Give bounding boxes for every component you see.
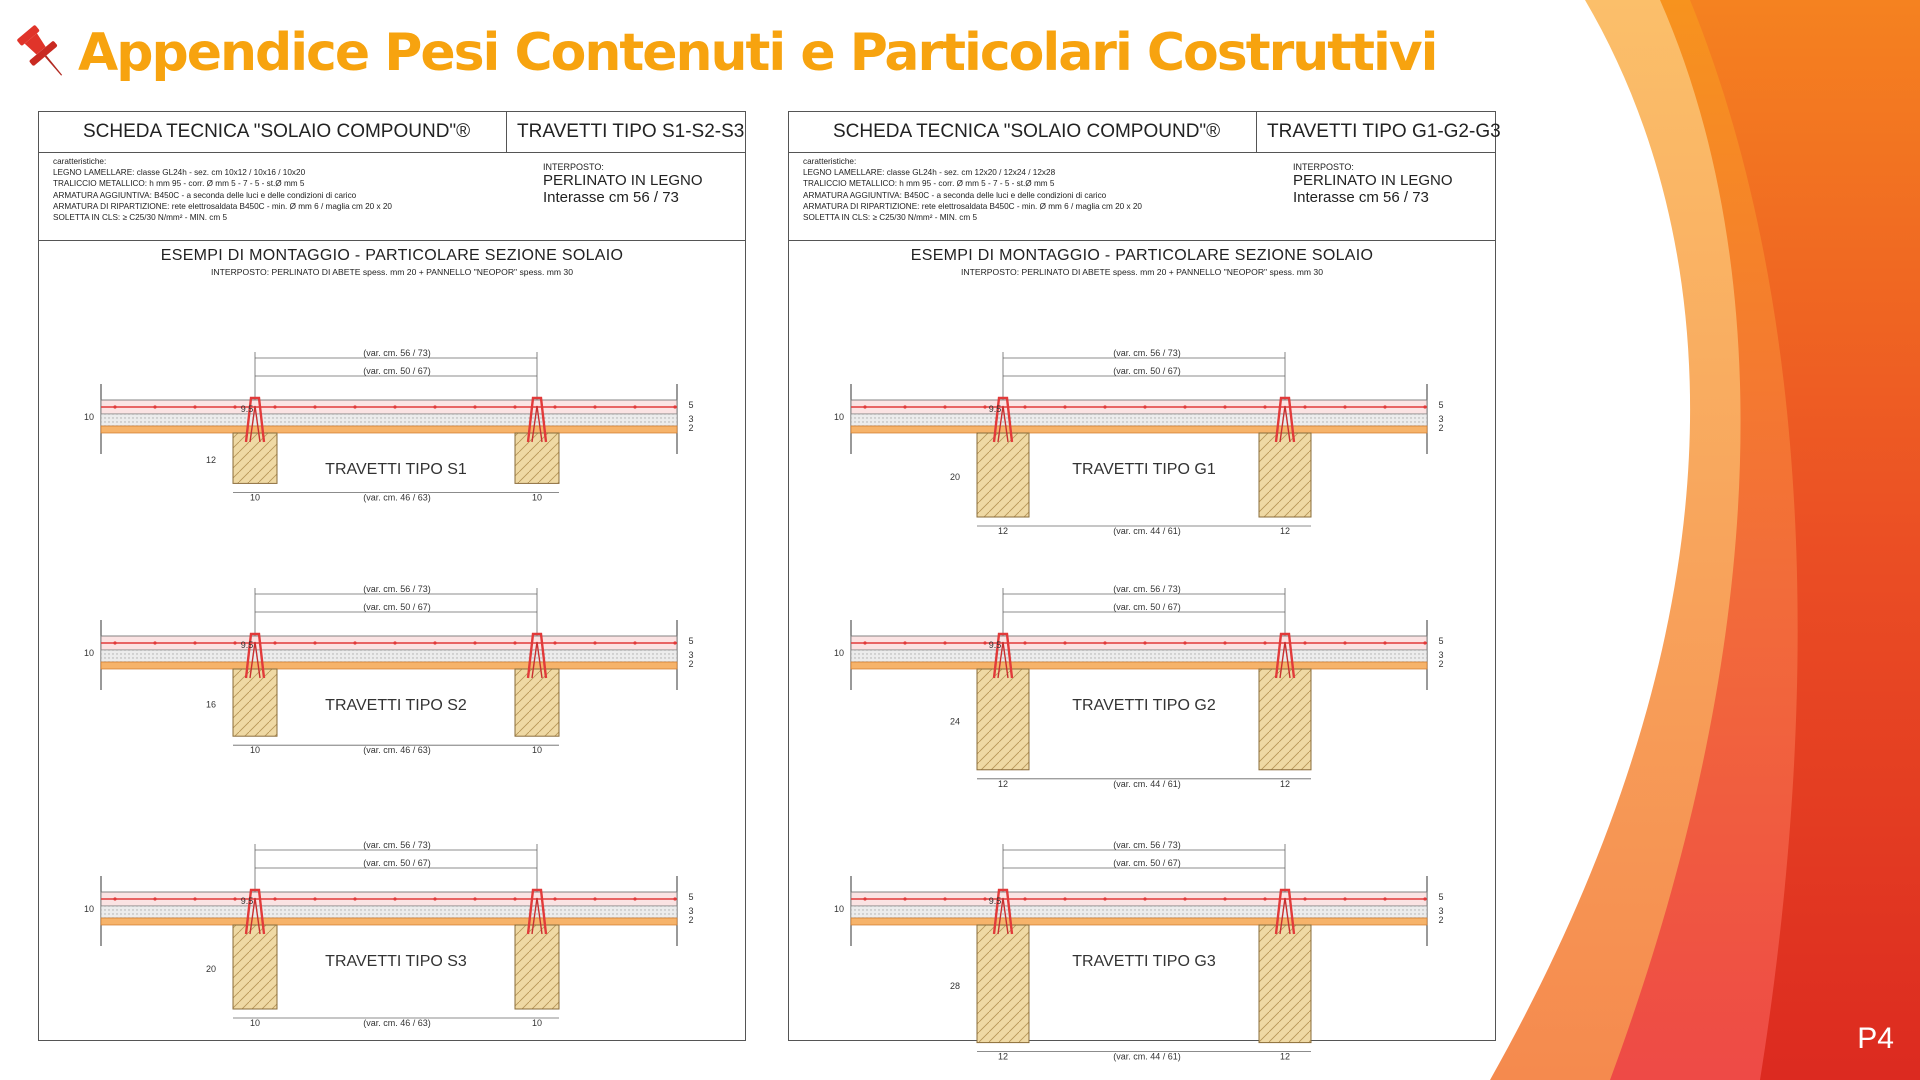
timber-planking (851, 426, 1427, 433)
rebar-dot (1063, 897, 1066, 900)
rebar-dot (1183, 641, 1186, 644)
rebar-dot (473, 897, 476, 900)
beam-width-label: 10 (531, 1018, 543, 1028)
rebar-dot (593, 641, 596, 644)
rebar-dot (233, 897, 236, 900)
spec-line: SOLETTA IN CLS: ≥ C25/30 N/mm² - MIN. cm 5 (803, 213, 978, 223)
span-bottom-dimension: (var. cm. 46 / 63) (363, 492, 431, 503)
interposto-block (543, 162, 703, 206)
span-top-dimension: (var. cm. 56 / 73) (1113, 584, 1181, 594)
span-clear-dimension: (var. cm. 50 / 67) (363, 602, 431, 612)
section-heading (789, 247, 1495, 277)
rebar-dot (943, 641, 946, 644)
rebar-dot (393, 641, 396, 644)
total-depth-label: 10 (833, 904, 845, 914)
rebar-dot (673, 405, 676, 408)
lattice-height-label: 9.5 (240, 404, 254, 414)
rebar-dot (1223, 897, 1226, 900)
beam-height-label: 12 (205, 455, 217, 466)
spec-line: TRALICCIO METALLICO: h mm 95 - corr. Ø mm 5 - 7 - 5 - st.Ø mm 5 (53, 179, 305, 189)
plank-depth-label: 2 (688, 423, 694, 433)
beam-height-label: 16 (205, 699, 217, 710)
neopor-panel (851, 650, 1427, 662)
total-depth-label: 10 (83, 648, 95, 658)
plank-depth-label: 2 (688, 915, 694, 925)
rebar-dot (233, 405, 236, 408)
section-detail-1 (84, 348, 694, 502)
rebar-dot (1383, 641, 1386, 644)
rebar-dot (113, 641, 116, 644)
rebar-dot (353, 641, 356, 644)
section-detail-3 (834, 840, 1444, 1062)
rebar-dot (393, 405, 396, 408)
rebar-dot (1143, 641, 1146, 644)
span-bottom-dimension: (var. cm. 46 / 63) (363, 745, 431, 756)
slab-depth-label: 5 (688, 892, 694, 902)
timber-planking (101, 426, 677, 433)
rebar-dot (633, 897, 636, 900)
sheet-title: SCHEDA TECNICA "SOLAIO COMPOUND"® (39, 112, 507, 152)
rebar-dot (1103, 641, 1106, 644)
rebar-dot (863, 641, 866, 644)
rebar-dot (1183, 897, 1186, 900)
rebar-dot (553, 897, 556, 900)
neopor-panel (101, 906, 677, 918)
beam-width-label: 12 (997, 526, 1009, 536)
section-detail-3 (84, 840, 694, 1028)
rebar-dot (1343, 897, 1346, 900)
rebar-dot (153, 405, 156, 408)
rebar-dot (473, 641, 476, 644)
neopor-panel (101, 650, 677, 662)
panel-depth-label: 3 (1438, 414, 1444, 424)
lattice-height-label: 9.5 (240, 640, 254, 650)
laminated-beam-2 (1259, 669, 1311, 770)
rebar-dot (593, 405, 596, 408)
section-detail-2 (834, 584, 1444, 789)
spec-line: ARMATURA AGGIUNTIVA: B450C - a seconda delle luci e delle condizioni di carico (53, 190, 357, 200)
interposto-block (1293, 162, 1453, 206)
laminated-beam-1 (977, 433, 1029, 517)
sheet-beam-types: TRAVETTI TIPO G1-G2-G3 (1267, 121, 1501, 142)
interposto-value: PERLINATO IN LEGNO (1293, 172, 1453, 189)
rebar-dot (1423, 897, 1426, 900)
sheet-beam-types: TRAVETTI TIPO S1-S2-S3 (517, 121, 745, 142)
span-top-dimension: (var. cm. 56 / 73) (363, 840, 431, 850)
laminated-beam-1 (233, 925, 277, 1009)
technical-sheet-s (38, 111, 746, 1041)
rebar-dot (983, 897, 986, 900)
page-title: Appendice Pesi Contenuti e Particolari Costruttivi (78, 23, 1437, 83)
sheet-header (789, 112, 1501, 153)
rebar-dot (1423, 405, 1426, 408)
span-clear-dimension: (var. cm. 50 / 67) (1113, 366, 1181, 376)
section-subtitle: INTERPOSTO: PERLINATO DI ABETE spess. mm 20 + PANNELLO "NEOPOR" spess. mm 30 (961, 267, 1323, 277)
slab-depth-label: 5 (1438, 892, 1444, 902)
rebar-dot (1303, 405, 1306, 408)
rebar-dot (903, 405, 906, 408)
panel-depth-label: 3 (688, 906, 694, 916)
sheet-header (39, 112, 745, 153)
laminated-beam-1 (977, 669, 1029, 770)
rebar-dot (983, 405, 986, 408)
laminated-beam-1 (233, 669, 277, 736)
lattice-height-label: 9.5 (988, 896, 1002, 906)
rebar-dot (393, 897, 396, 900)
timber-planking (101, 918, 677, 925)
beam-width-label: 10 (531, 492, 543, 503)
neopor-panel (851, 906, 1427, 918)
rebar-dot (1103, 897, 1106, 900)
spec-lines (803, 156, 1142, 223)
rebar-dot (433, 405, 436, 408)
spec-line: TRALICCIO METALLICO: h mm 95 - corr. Ø mm 5 - 7 - 5 - st.Ø mm 5 (803, 179, 1055, 189)
rebar-dot (433, 641, 436, 644)
rebar-dot (153, 641, 156, 644)
rebar-dot (1063, 641, 1066, 644)
spec-line: caratteristiche: (803, 157, 857, 166)
span-clear-dimension: (var. cm. 50 / 67) (1113, 858, 1181, 868)
beam-type-label: TRAVETTI TIPO S2 (325, 697, 467, 714)
rebar-dot (233, 641, 236, 644)
beam-width-label: 10 (249, 1018, 261, 1028)
spec-line: LEGNO LAMELLARE: classe GL24h - sez. cm 10x12 / 10x16 / 10x20 (53, 168, 306, 178)
rebar-dot (1063, 405, 1066, 408)
sheet-title: SCHEDA TECNICA "SOLAIO COMPOUND"® (789, 112, 1257, 152)
laminated-beam-2 (515, 925, 559, 1009)
rebar-dot (1023, 897, 1026, 900)
slide-header (12, 18, 1437, 88)
rebar-dot (153, 897, 156, 900)
beam-width-label: 10 (531, 745, 543, 756)
slab-depth-label: 5 (688, 636, 694, 646)
rebar-dot (1263, 897, 1266, 900)
rebar-dot (273, 405, 276, 408)
spec-block (39, 152, 745, 241)
rebar-dot (1303, 641, 1306, 644)
laminated-beam-2 (515, 433, 559, 483)
laminated-beam-1 (977, 925, 1029, 1043)
lattice-height-label: 9.5 (988, 640, 1002, 650)
pushpin-icon (12, 20, 74, 86)
total-depth-label: 10 (83, 904, 95, 914)
beam-width-label: 12 (997, 1051, 1009, 1062)
slab-depth-label: 5 (1438, 400, 1444, 410)
rebar-dot (903, 897, 906, 900)
spec-line: ARMATURA DI RIPARTIZIONE: rete elettrosaldata B450C - min. Ø mm 6 / maglia cm 20 x 20 (803, 201, 1142, 211)
technical-sheet-g (788, 111, 1501, 1062)
rebar-dot (1343, 641, 1346, 644)
rebar-dot (553, 405, 556, 408)
rebar-dot (863, 405, 866, 408)
span-clear-dimension: (var. cm. 50 / 67) (1113, 602, 1181, 612)
panel-depth-label: 3 (688, 414, 694, 424)
lattice-height-label: 9.5 (240, 896, 254, 906)
timber-planking (851, 918, 1427, 925)
total-depth-label: 10 (833, 412, 845, 422)
rebar-dot (193, 405, 196, 408)
spec-line: SOLETTA IN CLS: ≥ C25/30 N/mm² - MIN. cm 5 (53, 213, 228, 223)
rebar-dot (903, 641, 906, 644)
section-detail-1 (834, 348, 1444, 536)
rebar-dot (1103, 405, 1106, 408)
panel-depth-label: 3 (688, 650, 694, 660)
rebar-dot (1343, 405, 1346, 408)
spec-line: ARMATURA AGGIUNTIVA: B450C - a seconda delle luci e delle condizioni di carico (803, 190, 1107, 200)
laminated-beam-2 (1259, 925, 1311, 1043)
beam-width-label: 12 (1279, 526, 1291, 536)
rebar-dot (473, 405, 476, 408)
total-depth-label: 10 (83, 412, 95, 422)
laminated-beam-1 (233, 433, 277, 483)
rebar-dot (943, 897, 946, 900)
rebar-dot (1383, 405, 1386, 408)
section-subtitle: INTERPOSTO: PERLINATO DI ABETE spess. mm 20 + PANNELLO "NEOPOR" spess. mm 30 (211, 267, 573, 277)
rebar-dot (1143, 897, 1146, 900)
section-heading (39, 247, 745, 277)
rebar-dot (113, 897, 116, 900)
spec-line: ARMATURA DI RIPARTIZIONE: rete elettrosaldata B450C - min. Ø mm 6 / maglia cm 20 x 20 (53, 201, 392, 211)
plank-depth-label: 2 (1438, 915, 1444, 925)
rebar-dot (1263, 641, 1266, 644)
spec-block (789, 152, 1495, 241)
rebar-dot (1383, 897, 1386, 900)
rebar-dot (863, 897, 866, 900)
interposto-label: INTERPOSTO: (543, 162, 604, 172)
page-number: P4 (1857, 1022, 1894, 1055)
rebar-dot (633, 405, 636, 408)
span-top-dimension: (var. cm. 56 / 73) (363, 348, 431, 358)
rebar-dot (673, 897, 676, 900)
rebar-dot (943, 405, 946, 408)
beam-width-label: 12 (1279, 778, 1291, 789)
beam-type-label: TRAVETTI TIPO G2 (1072, 697, 1216, 714)
rebar-dot (433, 897, 436, 900)
timber-planking (851, 662, 1427, 669)
rebar-dot (193, 897, 196, 900)
rebar-dot (353, 405, 356, 408)
slab-depth-label: 5 (1438, 636, 1444, 646)
span-clear-dimension: (var. cm. 50 / 67) (363, 858, 431, 868)
laminated-beam-2 (515, 669, 559, 736)
rebar-dot (273, 897, 276, 900)
span-bottom-dimension: (var. cm. 44 / 61) (1113, 1051, 1181, 1062)
rebar-dot (1303, 897, 1306, 900)
beam-type-label: TRAVETTI TIPO G1 (1072, 461, 1216, 478)
beam-width-label: 12 (997, 778, 1009, 789)
span-bottom-dimension: (var. cm. 44 / 61) (1113, 778, 1181, 789)
plank-depth-label: 2 (1438, 659, 1444, 669)
span-top-dimension: (var. cm. 56 / 73) (363, 584, 431, 594)
span-top-dimension: (var. cm. 56 / 73) (1113, 840, 1181, 850)
rebar-dot (1223, 641, 1226, 644)
rebar-dot (193, 641, 196, 644)
plank-depth-label: 2 (1438, 423, 1444, 433)
rebar-dot (1143, 405, 1146, 408)
rebar-dot (313, 641, 316, 644)
beam-width-label: 10 (249, 492, 261, 503)
rebar-dot (593, 897, 596, 900)
span-clear-dimension: (var. cm. 50 / 67) (363, 366, 431, 376)
beam-type-label: TRAVETTI TIPO S1 (325, 461, 467, 478)
spec-line: caratteristiche: (53, 157, 107, 166)
beam-width-label: 10 (249, 745, 261, 756)
rebar-dot (273, 641, 276, 644)
rebar-dot (313, 897, 316, 900)
rebar-dot (983, 641, 986, 644)
rebar-dot (113, 405, 116, 408)
beam-width-label: 12 (1279, 1051, 1291, 1062)
beam-height-label: 20 (949, 472, 961, 482)
span-top-dimension: (var. cm. 56 / 73) (1113, 348, 1181, 358)
neopor-panel (851, 414, 1427, 426)
interposto-value: PERLINATO IN LEGNO (543, 172, 703, 189)
spec-lines (53, 156, 392, 223)
beam-type-label: TRAVETTI TIPO G3 (1072, 953, 1216, 970)
timber-planking (101, 662, 677, 669)
rebar-dot (513, 897, 516, 900)
section-detail-2 (84, 584, 694, 755)
rebar-dot (1223, 405, 1226, 408)
section-title: ESEMPI DI MONTAGGIO - PARTICOLARE SEZIONE SOLAIO (910, 247, 1374, 264)
beam-height-label: 20 (205, 964, 217, 974)
lattice-height-label: 9.5 (988, 404, 1002, 414)
rebar-dot (353, 897, 356, 900)
slab-depth-label: 5 (688, 400, 694, 410)
beam-type-label: TRAVETTI TIPO S3 (325, 953, 467, 970)
rebar-dot (673, 641, 676, 644)
span-bottom-dimension: (var. cm. 46 / 63) (363, 1018, 431, 1028)
rebar-dot (1183, 405, 1186, 408)
panel-depth-label: 3 (1438, 650, 1444, 660)
rebar-dot (1423, 641, 1426, 644)
rebar-dot (633, 641, 636, 644)
laminated-beam-2 (1259, 433, 1311, 517)
interposto-label: INTERPOSTO: (1293, 162, 1354, 172)
rebar-dot (513, 405, 516, 408)
rebar-dot (1263, 405, 1266, 408)
section-title: ESEMPI DI MONTAGGIO - PARTICOLARE SEZIONE SOLAIO (160, 247, 624, 264)
rebar-dot (1023, 405, 1026, 408)
rebar-dot (513, 641, 516, 644)
spec-line: LEGNO LAMELLARE: classe GL24h - sez. cm 12x20 / 12x24 / 12x28 (803, 168, 1056, 178)
total-depth-label: 10 (833, 648, 845, 658)
plank-depth-label: 2 (688, 659, 694, 669)
rebar-dot (313, 405, 316, 408)
rebar-dot (553, 641, 556, 644)
neopor-panel (101, 414, 677, 426)
beam-height-label: 28 (949, 980, 961, 991)
span-bottom-dimension: (var. cm. 44 / 61) (1113, 526, 1181, 536)
interasse-value: Interasse cm 56 / 73 (1293, 189, 1429, 206)
panel-depth-label: 3 (1438, 906, 1444, 916)
beam-height-label: 24 (949, 716, 961, 727)
interasse-value: Interasse cm 56 / 73 (543, 189, 679, 206)
rebar-dot (1023, 641, 1026, 644)
